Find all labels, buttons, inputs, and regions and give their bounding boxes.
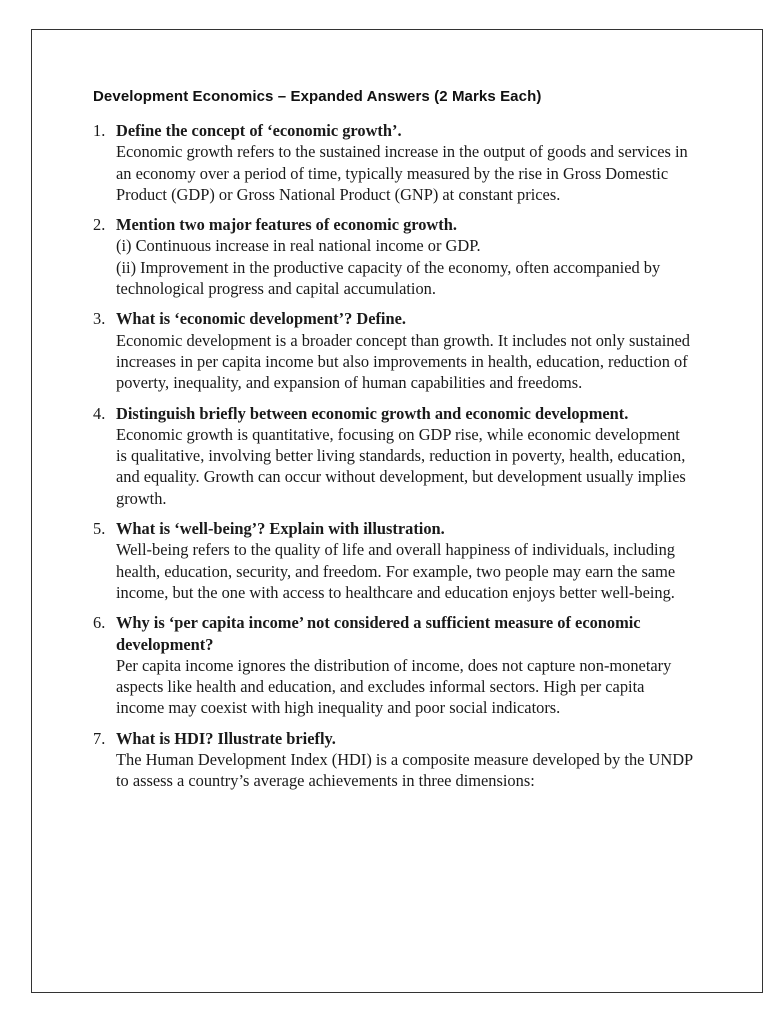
answer-text: Per capita income ignores the distribution of income, does not capture non-monetary aspects like health and education, and excludes informal sectors. High per capita income may coexist with high inequality and poor social indicators. <box>116 655 672 718</box>
question-item <box>93 728 693 792</box>
answer-line: (i) Continuous increase in real national income or GDP. <box>116 236 481 256</box>
question-list <box>93 120 693 801</box>
answer-line: (ii) Improvement in the productive capacity of the economy, often accompanied by technological progress and capital accumulation. <box>116 257 661 299</box>
question-text: Mention two major features of economic growth. <box>116 215 457 235</box>
question-text: What is ‘economic development’? Define. <box>116 309 406 329</box>
answer-text: Economic development is a broader concept than growth. It includes not only sustained increases in per capita income but also improvements in health, education, reduction of poverty, inequality, and expansion of human capabilities and freedoms. <box>116 330 690 393</box>
question-item <box>93 403 693 509</box>
question-item <box>93 612 693 718</box>
document-title: Development Economics – Expanded Answers (2 Marks Each) <box>93 88 542 105</box>
question-item <box>93 308 693 393</box>
question-number: 7. <box>93 728 106 748</box>
answer-text: The Human Development Index (HDI) is a composite measure developed by the UNDP to assess a country’s average achievements in three dimensions: <box>116 750 693 791</box>
question-item <box>93 214 693 299</box>
question-text: Define the concept of ‘economic growth’. <box>116 121 402 140</box>
question-number: 1. <box>93 121 106 140</box>
question-number: 2. <box>93 215 106 235</box>
question-number: 6. <box>93 613 106 633</box>
question-text: What is ‘well-being’? Explain with illustration. <box>116 519 445 539</box>
question-text: Distinguish briefly between economic growth and economic development. <box>116 403 629 423</box>
question-number: 4. <box>93 403 106 423</box>
question-number: 3. <box>93 309 106 329</box>
answer-text: Economic growth is quantitative, focusing on GDP rise, while economic development is qualitative, involving better living standards, reduction in poverty, health, education, and equality. Growth can occur without development, but development usually implies growth. <box>116 424 686 508</box>
question-number: 5. <box>93 519 106 539</box>
question-item <box>93 518 693 603</box>
question-item <box>93 120 693 205</box>
question-text: Why is ‘per capita income’ not considered a sufficient measure of economic development? <box>116 613 641 654</box>
answer-text: Economic growth refers to the sustained increase in the output of goods and services in an economy over a period of time, typically measured by the rise in Gross Domestic Product (GDP) or Gross National Product (GNP) at constant prices. <box>116 142 688 204</box>
answer-text: Well-being refers to the quality of life and overall happiness of individuals, including health, education, security, and freedom. For example, two people may earn the same income, but the one with access to healthcare and education enjoys better well-being. <box>116 540 676 602</box>
question-text: What is HDI? Illustrate briefly. <box>116 728 336 748</box>
